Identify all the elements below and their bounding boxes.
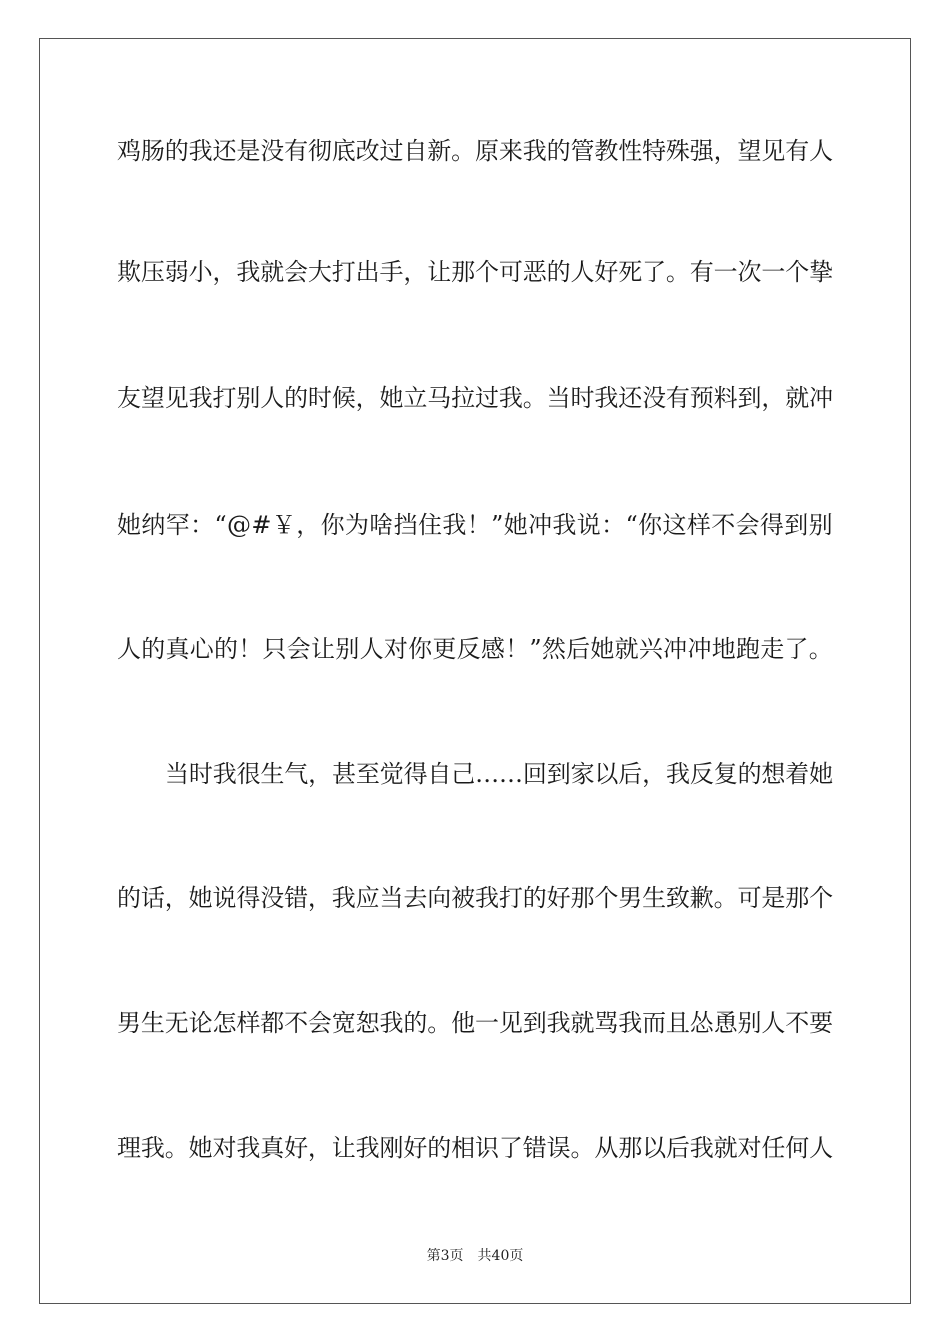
page-total: 共40页: [477, 1248, 524, 1264]
paragraph-line-indented: 当时我很生气，甚至觉得自己……回到家以后，我反复的想着她: [165, 760, 833, 788]
page-number: 第3页: [426, 1248, 464, 1264]
paragraph-line: 鸡肠的我还是没有彻底改过自新。原来我的管教性特殊强，望见有人: [117, 137, 833, 165]
paragraph-line: 理我。她对我真好，让我刚好的相识了错误。从那以后我就对任何人: [117, 1134, 833, 1162]
paragraph-line: 她纳罕：“@#￥，你为啥挡住我！”她冲我说：“你这样不会得到别: [117, 511, 833, 539]
paragraph-line: 的话，她说得没错，我应当去向被我打的好那个男生致歉。可是那个: [117, 884, 833, 912]
paragraph-line: 欺压弱小，我就会大打出手，让那个可恶的人好死了。有一次一个挚: [117, 258, 833, 286]
paragraph-line: 友望见我打别人的时候，她立马拉过我。当时我还没有预料到，就冲: [117, 384, 833, 412]
paragraph-line: 男生无论怎样都不会宽恕我的。他一见到我就骂我而且怂恿别人不要: [117, 1009, 833, 1037]
page-footer: [0, 1246, 950, 1266]
page-border: [39, 38, 911, 1304]
paragraph-line: 人的真心的！只会让别人对你更反感！”然后她就兴冲冲地跑走了。: [117, 635, 833, 663]
